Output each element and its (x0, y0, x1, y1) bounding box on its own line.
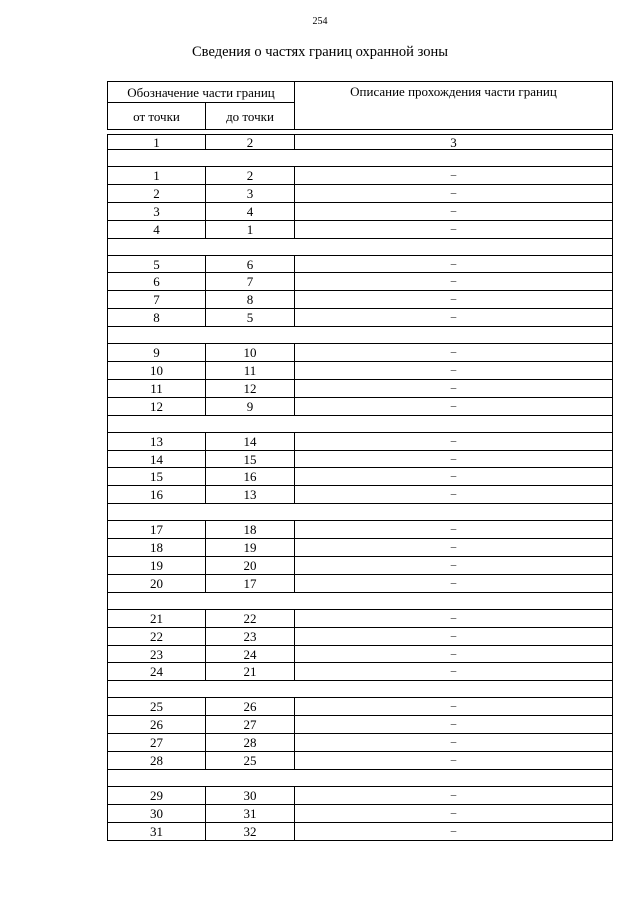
from-point-cell: 21 (108, 609, 206, 627)
from-point-cell: 28 (108, 752, 206, 770)
header-description: Описание прохождения части границ (295, 82, 613, 130)
table-row (108, 539, 613, 557)
table-row (108, 557, 613, 575)
description-cell: – (295, 716, 613, 734)
from-point-cell: 18 (108, 539, 206, 557)
table-row (108, 734, 613, 752)
description-cell: – (295, 574, 613, 592)
from-point-cell: 7 (108, 291, 206, 309)
group-separator-row (108, 238, 613, 255)
from-point-cell: 16 (108, 486, 206, 504)
from-point-cell: 15 (108, 468, 206, 486)
from-point-cell: 30 (108, 804, 206, 822)
group-separator-row (108, 150, 613, 167)
description-cell: – (295, 432, 613, 450)
from-point-cell: 29 (108, 786, 206, 804)
to-point-cell: 8 (206, 291, 295, 309)
table-row (108, 450, 613, 468)
table-row (108, 379, 613, 397)
table-row (108, 786, 613, 804)
description-cell: – (295, 362, 613, 380)
description-cell: – (295, 804, 613, 822)
to-point-cell: 6 (206, 255, 295, 273)
to-point-cell: 23 (206, 627, 295, 645)
to-point-cell: 16 (206, 468, 295, 486)
column-number-row (108, 135, 613, 150)
to-point-cell: 1 (206, 220, 295, 238)
from-point-cell: 2 (108, 184, 206, 202)
description-cell: – (295, 255, 613, 273)
from-point-cell: 23 (108, 645, 206, 663)
from-point-cell: 24 (108, 663, 206, 681)
to-point-cell: 12 (206, 379, 295, 397)
header-to-point: до точки (206, 103, 295, 130)
to-point-cell: 19 (206, 539, 295, 557)
to-point-cell: 4 (206, 202, 295, 220)
from-point-cell: 17 (108, 521, 206, 539)
description-cell: – (295, 167, 613, 185)
to-point-cell: 22 (206, 609, 295, 627)
table-row (108, 627, 613, 645)
table-row (108, 255, 613, 273)
table-row (108, 521, 613, 539)
to-point-cell: 32 (206, 822, 295, 840)
to-point-cell: 3 (206, 184, 295, 202)
description-cell: – (295, 734, 613, 752)
description-cell: – (295, 468, 613, 486)
from-point-cell: 10 (108, 362, 206, 380)
to-point-cell: 7 (206, 273, 295, 291)
description-cell: – (295, 645, 613, 663)
to-point-cell: 5 (206, 309, 295, 327)
page-number: 254 (312, 16, 328, 27)
from-point-cell: 3 (108, 202, 206, 220)
group-separator-row (108, 592, 613, 609)
to-point-cell: 18 (206, 521, 295, 539)
table-row (108, 698, 613, 716)
table-row (108, 804, 613, 822)
description-cell: – (295, 202, 613, 220)
from-point-cell: 27 (108, 734, 206, 752)
table-row (108, 184, 613, 202)
description-cell: – (295, 663, 613, 681)
column-number-1: 1 (108, 135, 206, 150)
boundary-parts-table (107, 81, 613, 841)
table-row (108, 397, 613, 415)
table-row (108, 309, 613, 327)
table-row (108, 486, 613, 504)
to-point-cell: 10 (206, 344, 295, 362)
from-point-cell: 14 (108, 450, 206, 468)
to-point-cell: 25 (206, 752, 295, 770)
table-row (108, 291, 613, 309)
table-row (108, 273, 613, 291)
header-from-point: от точки (108, 103, 206, 130)
group-separator-row (108, 327, 613, 344)
group-separator-row (108, 415, 613, 432)
description-cell: – (295, 379, 613, 397)
to-point-cell: 24 (206, 645, 295, 663)
description-cell: – (295, 609, 613, 627)
table-row (108, 468, 613, 486)
table-row (108, 432, 613, 450)
description-cell: – (295, 291, 613, 309)
from-point-cell: 31 (108, 822, 206, 840)
to-point-cell: 2 (206, 167, 295, 185)
column-number-3: 3 (295, 135, 613, 150)
description-cell: – (295, 627, 613, 645)
to-point-cell: 30 (206, 786, 295, 804)
from-point-cell: 26 (108, 716, 206, 734)
table-row (108, 822, 613, 840)
from-point-cell: 25 (108, 698, 206, 716)
to-point-cell: 20 (206, 557, 295, 575)
to-point-cell: 13 (206, 486, 295, 504)
from-point-cell: 20 (108, 574, 206, 592)
column-number-2: 2 (206, 135, 295, 150)
table-row (108, 202, 613, 220)
header-row-1 (108, 82, 613, 103)
description-cell: – (295, 557, 613, 575)
from-point-cell: 13 (108, 432, 206, 450)
from-point-cell: 11 (108, 379, 206, 397)
table-row (108, 609, 613, 627)
from-point-cell: 1 (108, 167, 206, 185)
to-point-cell: 21 (206, 663, 295, 681)
description-cell: – (295, 450, 613, 468)
table-row (108, 752, 613, 770)
description-cell: – (295, 309, 613, 327)
to-point-cell: 11 (206, 362, 295, 380)
document-title: Сведения о частях границ охранной зоны (192, 44, 448, 60)
from-point-cell: 6 (108, 273, 206, 291)
header-boundary-designation: Обозначение части границ (108, 82, 295, 103)
table-row (108, 645, 613, 663)
description-cell: – (295, 521, 613, 539)
group-separator-row (108, 769, 613, 786)
to-point-cell: 15 (206, 450, 295, 468)
table-row (108, 663, 613, 681)
group-separator-row (108, 681, 613, 698)
description-cell: – (295, 698, 613, 716)
description-cell: – (295, 486, 613, 504)
from-point-cell: 9 (108, 344, 206, 362)
description-cell: – (295, 539, 613, 557)
description-cell: – (295, 344, 613, 362)
description-cell: – (295, 184, 613, 202)
table-row (108, 167, 613, 185)
table-row (108, 344, 613, 362)
description-cell: – (295, 786, 613, 804)
to-point-cell: 28 (206, 734, 295, 752)
to-point-cell: 27 (206, 716, 295, 734)
table-row (108, 574, 613, 592)
description-cell: – (295, 752, 613, 770)
description-cell: – (295, 273, 613, 291)
from-point-cell: 19 (108, 557, 206, 575)
description-cell: – (295, 397, 613, 415)
to-point-cell: 14 (206, 432, 295, 450)
to-point-cell: 26 (206, 698, 295, 716)
table-row (108, 362, 613, 380)
group-separator-row (108, 504, 613, 521)
table-row (108, 716, 613, 734)
description-cell: – (295, 822, 613, 840)
from-point-cell: 12 (108, 397, 206, 415)
table-body (108, 82, 613, 841)
to-point-cell: 9 (206, 397, 295, 415)
from-point-cell: 5 (108, 255, 206, 273)
from-point-cell: 8 (108, 309, 206, 327)
to-point-cell: 17 (206, 574, 295, 592)
to-point-cell: 31 (206, 804, 295, 822)
from-point-cell: 22 (108, 627, 206, 645)
description-cell: – (295, 220, 613, 238)
table-row (108, 220, 613, 238)
from-point-cell: 4 (108, 220, 206, 238)
